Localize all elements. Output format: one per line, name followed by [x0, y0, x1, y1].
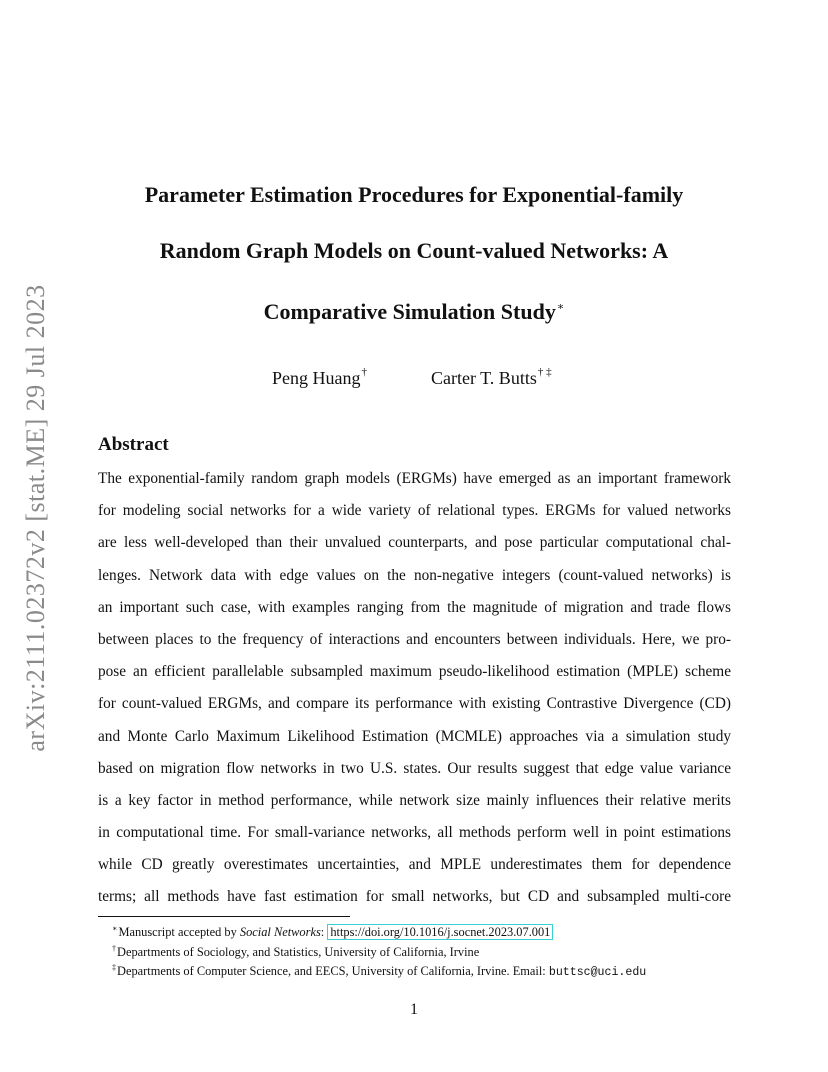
author-1-name: Peng Huang — [272, 368, 361, 388]
footnote-1-separator: : — [320, 925, 328, 939]
abstract-line: an important such case, with examples ranging from the magnitude of migration and trade flows — [98, 598, 731, 616]
title-text-2: Random Graph Models on Count-valued Networks: A — [159, 238, 669, 263]
author-2-name: Carter T. Butts — [431, 368, 537, 388]
footnote-1-mark: ∗ — [112, 924, 118, 933]
abstract-line: are less well-developed than their unvalued counterparts, and pose particular computational chal- — [98, 534, 731, 552]
abstract-line: is a key factor in method performance, while network size mainly influences their relative merits — [98, 791, 731, 809]
abstract-line: based on migration flow networks in two U.S. states. Our results suggest that edge value variance — [98, 759, 731, 777]
author-email[interactable]: buttsc@uci.edu — [548, 966, 647, 979]
abstract-line: terms; all methods have fast estimation for small networks, but CD and subsampled multi-core — [98, 888, 731, 906]
footnote-3-mark: ‡ — [112, 963, 116, 972]
abstract-line: between places to the frequency of interactions and encounters between individuals. Here, we pro- — [98, 630, 731, 648]
footnote-3 — [112, 960, 752, 982]
abstract-line: and Monte Carlo Maximum Likelihood Estimation (MCMLE) approaches via a simulation study — [98, 727, 731, 745]
arxiv-identifier: arXiv:2111.02372v2 [stat.ME] 29 Jul 2023 — [21, 284, 50, 752]
title-line-1 — [60, 181, 768, 209]
title-footnote-mark[interactable]: ∗ — [556, 301, 565, 313]
abstract-line: lenges. Network data with edge values on the non-negative integers (count-valued networks) is — [98, 566, 731, 584]
author-2 — [431, 360, 552, 390]
footnote-2-mark: † — [112, 943, 116, 953]
title-text-3: Comparative Simulation Study — [263, 299, 556, 324]
author-1-marks[interactable]: † — [361, 366, 367, 378]
abstract-line: The exponential-family random graph models (ERGMs) have emerged as an important framework — [98, 470, 731, 487]
page-number: 1 — [410, 1001, 418, 1018]
title-line-2 — [60, 237, 768, 265]
abstract-line: for count-valued ERGMs, and compare its performance with existing Contrastive Divergence (CD) — [98, 695, 731, 713]
footnote-2-text: Departments of Sociology, and Statistics, University of California, Irvine — [117, 944, 480, 959]
author-2-marks[interactable]: † ‡ — [537, 366, 552, 378]
doi-link[interactable]: https://doi.org/10.1016/j.socnet.2023.07.001 — [327, 924, 553, 940]
footnote-divider — [98, 916, 350, 917]
footnote-2 — [112, 941, 752, 961]
title-text-1: Parameter Estimation Procedures for Exponential-family — [144, 182, 684, 207]
abstract-heading: Abstract — [98, 434, 169, 455]
abstract-line: while CD greatly overestimates uncertainties, and MPLE underestimates them for dependence — [98, 856, 731, 874]
footnote-1-journal: Social Networks — [239, 925, 321, 939]
footnote-3-text: Departments of Computer Science, and EECS, University of California, Irvine. Email: — [117, 964, 549, 978]
footnote-1 — [112, 921, 752, 941]
abstract-line: in computational time. For small-variance networks, all methods perform well in point estimations — [98, 824, 731, 842]
abstract-line: pose an efficient parallelable subsampled maximum pseudo-likelihood estimation (MPLE) scheme — [98, 663, 731, 681]
footnotes — [112, 921, 752, 982]
abstract-body — [98, 463, 731, 914]
author-1 — [272, 360, 367, 390]
footnote-1-prefix: Manuscript accepted by — [118, 925, 240, 939]
abstract-line: for modeling social networks for a wide variety of relational types. ERGMs for valued networks — [98, 502, 731, 520]
title-line-3 — [60, 293, 768, 326]
